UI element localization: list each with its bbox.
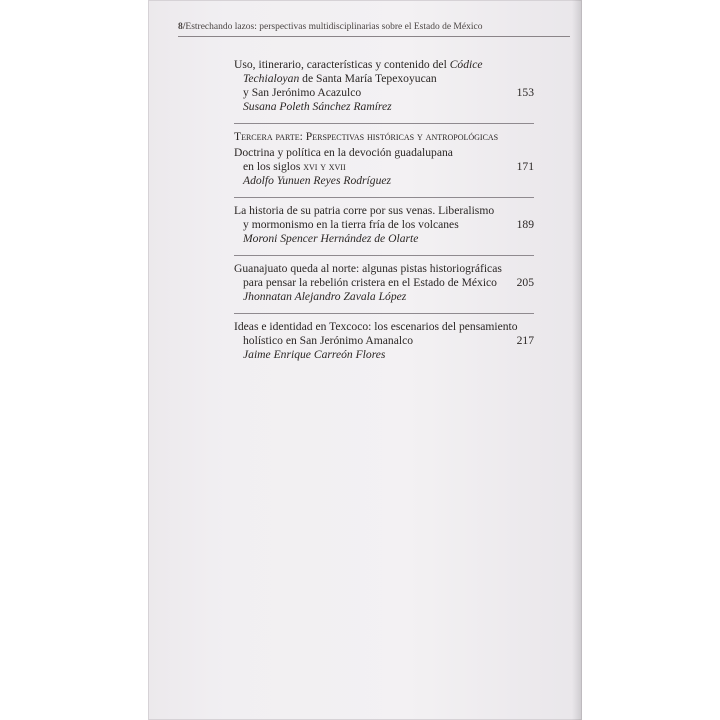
table-of-contents bbox=[234, 58, 534, 371]
toc-entry bbox=[234, 146, 534, 188]
section-divider bbox=[234, 123, 534, 124]
entry-title-text: de Santa María Tepexoyucan bbox=[299, 72, 437, 85]
toc-entry bbox=[234, 262, 534, 304]
entry-author: Jhonnatan Alejandro Zavala López bbox=[243, 290, 407, 303]
part-title: Tercera parte: Perspectivas históricas y antropológicas bbox=[234, 130, 499, 143]
toc-entry bbox=[234, 204, 534, 246]
entry-title-italic: Techialoyan bbox=[243, 72, 300, 85]
entry-title-line bbox=[234, 86, 534, 100]
entry-title-line bbox=[234, 218, 534, 232]
header-rule bbox=[178, 36, 570, 37]
entry-author: Susana Poleth Sánchez Ramírez bbox=[243, 100, 392, 113]
entry-page-number: 205 bbox=[516, 276, 534, 289]
entry-author: Adolfo Yunuen Reyes Rodríguez bbox=[243, 174, 392, 187]
toc-entry bbox=[234, 320, 534, 362]
entry-author: Moroni Spencer Hernández de Olarte bbox=[243, 232, 419, 245]
toc-entry bbox=[234, 58, 534, 114]
entry-page-number: 153 bbox=[516, 86, 534, 99]
entry-title-line: La historia de su patria corre por sus venas. Liberalismo bbox=[234, 204, 495, 217]
entry-title-line bbox=[234, 72, 534, 86]
entry-page-number: 171 bbox=[516, 160, 534, 173]
page-edge-shadow bbox=[572, 0, 582, 720]
entry-title-line: Guanajuato queda al norte: algunas pistas historiográficas bbox=[234, 262, 502, 275]
running-head-title: Estrechando lazos: perspectivas multidisciplinarias sobre el Estado de México bbox=[185, 22, 483, 32]
entry-title-line bbox=[234, 334, 534, 348]
entry-title-smallcaps: xvi y xvii bbox=[303, 161, 346, 173]
running-head-page-number: 8/ bbox=[178, 22, 186, 32]
entry-title-line: Ideas e identidad en Texcoco: los escenarios del pensamiento bbox=[234, 320, 518, 333]
entry-title-text: Uso, itinerario, características y contenido del bbox=[234, 58, 450, 71]
entry-title-line bbox=[234, 58, 534, 72]
entry-title-line: Doctrina y política en la devoción guadalupana bbox=[234, 146, 453, 159]
entry-title-text: para pensar la rebelión cristera en el Estado de México bbox=[243, 276, 497, 289]
section-divider bbox=[234, 313, 534, 314]
entry-page-number: 189 bbox=[516, 218, 534, 231]
entry-title-text: y mormonismo en la tierra fría de los volcanes bbox=[243, 218, 459, 231]
entry-author: Jaime Enrique Carreón Flores bbox=[243, 348, 386, 361]
running-head bbox=[178, 22, 482, 32]
entry-page-number: 217 bbox=[516, 334, 534, 347]
entry-title-line bbox=[234, 276, 534, 290]
entry-title-text: y San Jerónimo Acazulco bbox=[243, 86, 362, 99]
entry-title-text: en los siglos bbox=[243, 160, 304, 173]
entry-title-line bbox=[234, 160, 534, 174]
entry-title-italic: Códice bbox=[449, 58, 483, 71]
section-divider bbox=[234, 197, 534, 198]
entry-title-text: holístico en San Jerónimo Amanalco bbox=[243, 334, 414, 347]
section-divider bbox=[234, 255, 534, 256]
book-page bbox=[148, 0, 582, 720]
